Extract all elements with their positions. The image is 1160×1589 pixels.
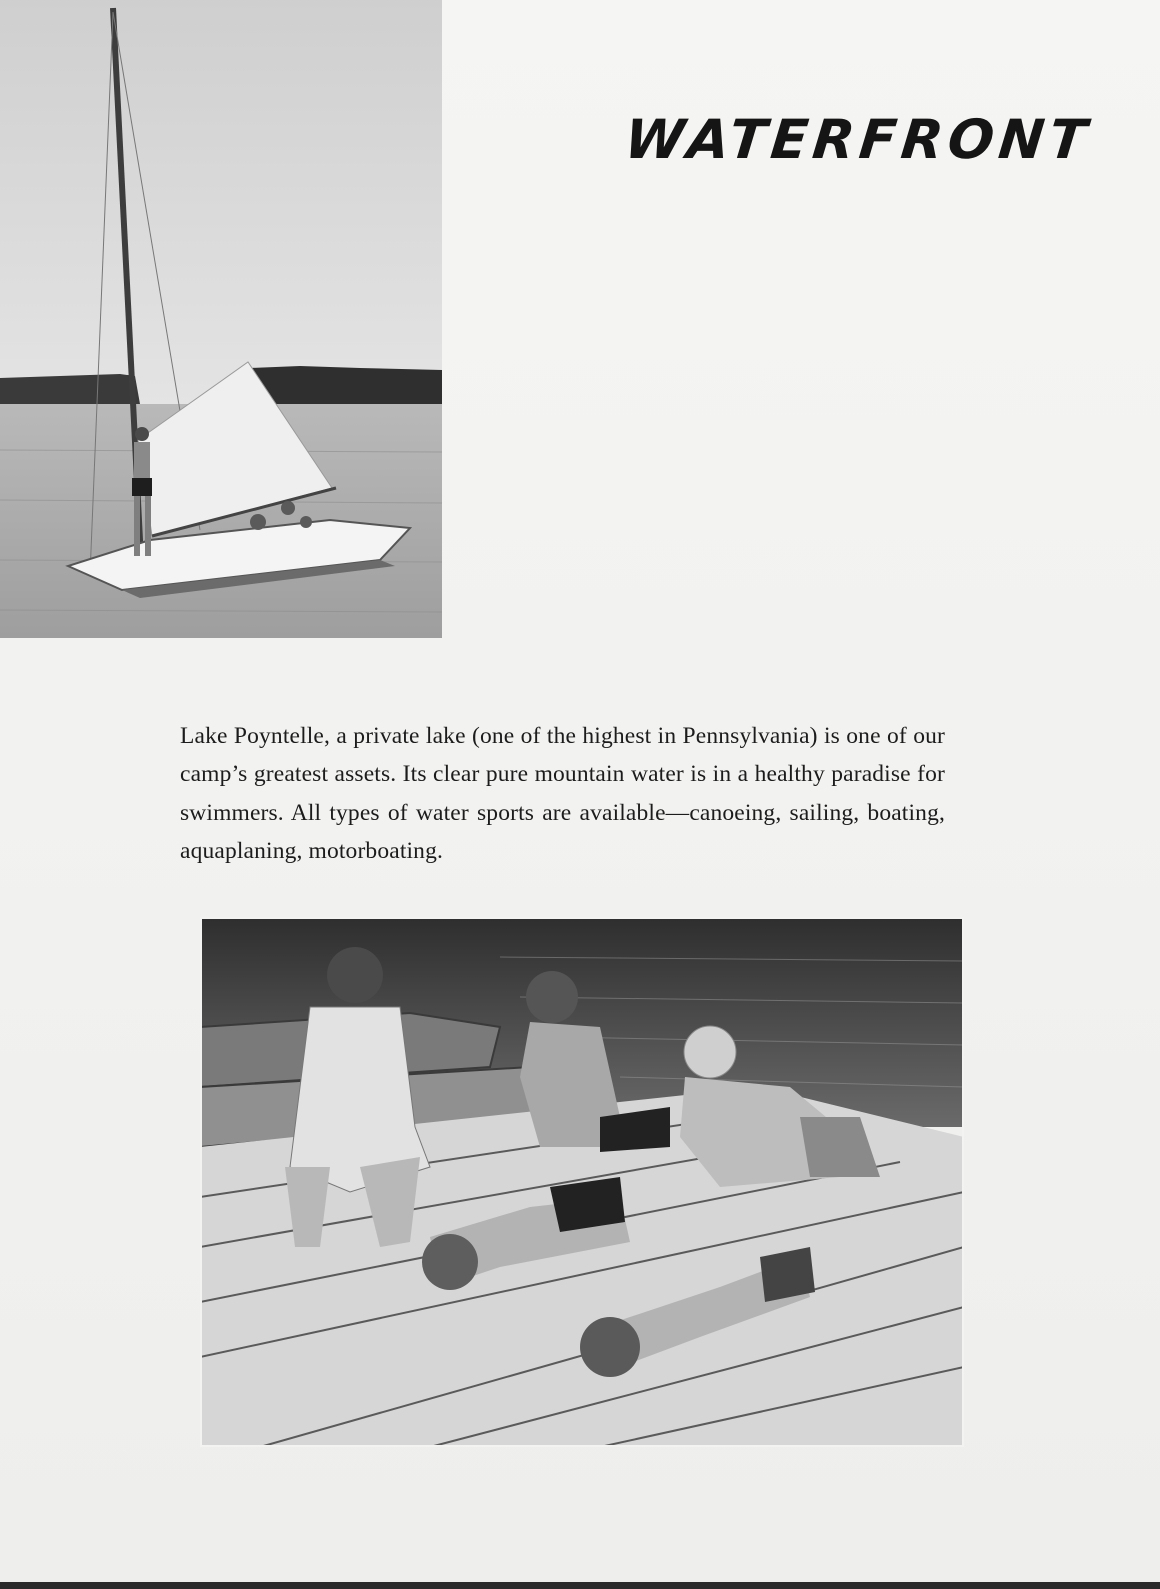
intro-paragraph: Lake Poyntelle, a private lake (one of the highest in Pennsylvania) is one of our camp’s greatest assets. Its clear pure mountain water is in a healthy paradise for swimmers. All types of water sports are available—canoeing, sailing, boating, aquaplaning, motorboating. bbox=[180, 722, 945, 864]
page-heading: WATERFRONT bbox=[621, 108, 1095, 171]
bottom-edge-rule bbox=[0, 1582, 1160, 1589]
sailboat-photo bbox=[0, 0, 442, 638]
dock-lifesaving-photo bbox=[200, 917, 964, 1447]
